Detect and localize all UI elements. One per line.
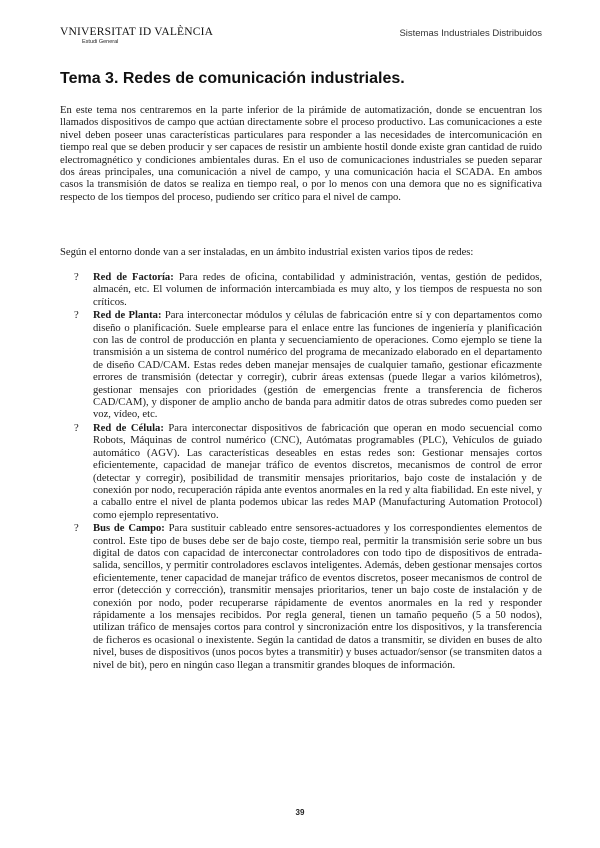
list-item-term: Bus de Campo: xyxy=(93,523,165,535)
page-header xyxy=(60,22,542,50)
university-logo-subtext: Estudi General xyxy=(82,39,119,45)
bullet-icon: ? xyxy=(74,523,79,535)
course-title: Sistemas Industriales Distribuidos xyxy=(399,28,542,39)
list-item xyxy=(60,523,542,672)
bullet-icon: ? xyxy=(74,310,79,322)
list-item-text: Para interconectar módulos y células de fabricación entre sí y con departamentos como diseño o planificación. Suele emplearse para el enlace entre las funciones de ingeniería y planificación con las de control de producción en planta y secuenciamiento de operaciones. Como ejemplo se tiene la transmisión a un sistema de control numérico del programa de mecanizado elaborado en el departamento de diseño CAD/CAM. Estas redes deben manejar mensajes de cualquier tamaño, gestionar eficazmente errores de transmisión (detectar y corregir), cubrir áreas extensas (puede llegar a varios kilómetros), gestionar mensajes con prioridades (gestión de emergencias frente a transferencia de ficheros CAD/CAM), y disponer de amplio ancho de banda para admitir datos de otras subredes como pueden ser voz, vídeo, etc. xyxy=(93,310,542,421)
university-logo xyxy=(60,26,213,45)
list-item-term: Red de Factoría: xyxy=(93,272,174,283)
list-item-text: Para sustituir cableado entre sensores-actuadores y los correspondientes elementos de control. Este tipo de buses debe ser de bajo coste, tiempo real, permitir la transmisión serie sobre un bus digital de datos con capacidad de interconectar controladores con todo tipo de dispositivos de entrada-salida, sencillos, y permitir controladores esclavos inteligentes. Además, deben gestionar mensajes cortos eficientemente, tener capacidad de manejar tráfico de eventos discretos, poseer mecanismos de control de error (detección y corrección), transmitir mensajes prioritarios, tener un bajo coste de instalación y de conexión por nodo, poder recuperarse rápidamente de eventos anormales en la red y responder rápidamente a los mensajes recibidos. Por regla general, tienen un tamaño pequeño (5 a 50 nodos), utilizan tráfico de mensajes cortos para control y sincronización entre los dispositivos, y la transferencia de ficheros es ocasional o inexistente. Según la cantidad de datos a transmitir, se dividen en buses de alto nivel, buses de dispositivos (unos pocos bytes a transmitir) y buses actuador/sensor (se transmiten datos a nivel de bit), pero en ningún caso llegan a transmitir grandes bloques de información. xyxy=(93,523,542,671)
list-item-text: Para redes de oficina, contabilidad y administración, ventas, gestión de pedidos, almacén, etc. El volumen de información intercambiada es muy alto, y los tiempos de respuesta no son críticos. xyxy=(93,272,542,308)
list-item xyxy=(60,423,542,522)
bullet-icon: ? xyxy=(74,272,79,283)
list-item xyxy=(60,310,542,422)
network-types-list xyxy=(60,272,542,672)
lead-paragraph: Según el entorno donde van a ser instaladas, en un ámbito industrial existen varios tipos de redes: xyxy=(60,247,474,258)
list-item-term: Red de Célula: xyxy=(93,422,164,434)
page-number: 39 xyxy=(295,808,305,817)
bullet-icon: ? xyxy=(74,422,79,434)
list-item-term: Red de Planta: xyxy=(93,310,162,322)
intro-paragraph: En este tema nos centraremos en la parte inferior de la pirámide de automatización, donde se encuentran los llamados dispositivos de campo que actúan directamente sobre el proceso productivo. Las comunicaciones a este nivel deben poseer unas características particulares para responder a las necesidades de intercomunicación en tiempo real que se deben producir y ser capaces de resistir un ambiente hostil donde existe gran cantidad de ruido electromagnético y condiciones ambientales duras. En el uso de comunicaciones industriales se pueden separar dos áreas principales, una comunicación a nivel de campo, y una comunicación hacia el SCADA. En ambos casos la transmisión de datos se realiza en tiempo real, o por lo menos con una demora que no es significativa respecto de los tiempos del proceso, pudiendo ser crítico para el nivel de campo. xyxy=(60,105,542,203)
list-item xyxy=(60,272,542,309)
university-logo-text: VNIVERSITAT ID VALÈNCIA xyxy=(60,26,214,38)
chapter-title: Tema 3. Redes de comunicación industriales. xyxy=(60,70,405,87)
list-item-text: Para interconectar dispositivos de fabricación que operan en modo secuencial como Robots, Máquinas de control numérico (CNC), Autómatas programables (PLC), Vehículos de guiado automático (AGV). Las características deseables en estas redes son: Gestionar mensajes cortos eficientemente, capacidad de manejar tráfico de eventos discretos, mecanismos de control de error (detectar y corregir), posibilidad de transmitir mensajes prioritarios, bajo coste de instalación y de conexión por nodo, recuperación rápida ante eventos anormales en la red y alta fiabilidad. En este nivel, y a caballo entre el nivel de planta podemos ubicar las redes MAP (Manufacturing Automation Protocol) como ejemplo representativo. xyxy=(93,422,543,521)
